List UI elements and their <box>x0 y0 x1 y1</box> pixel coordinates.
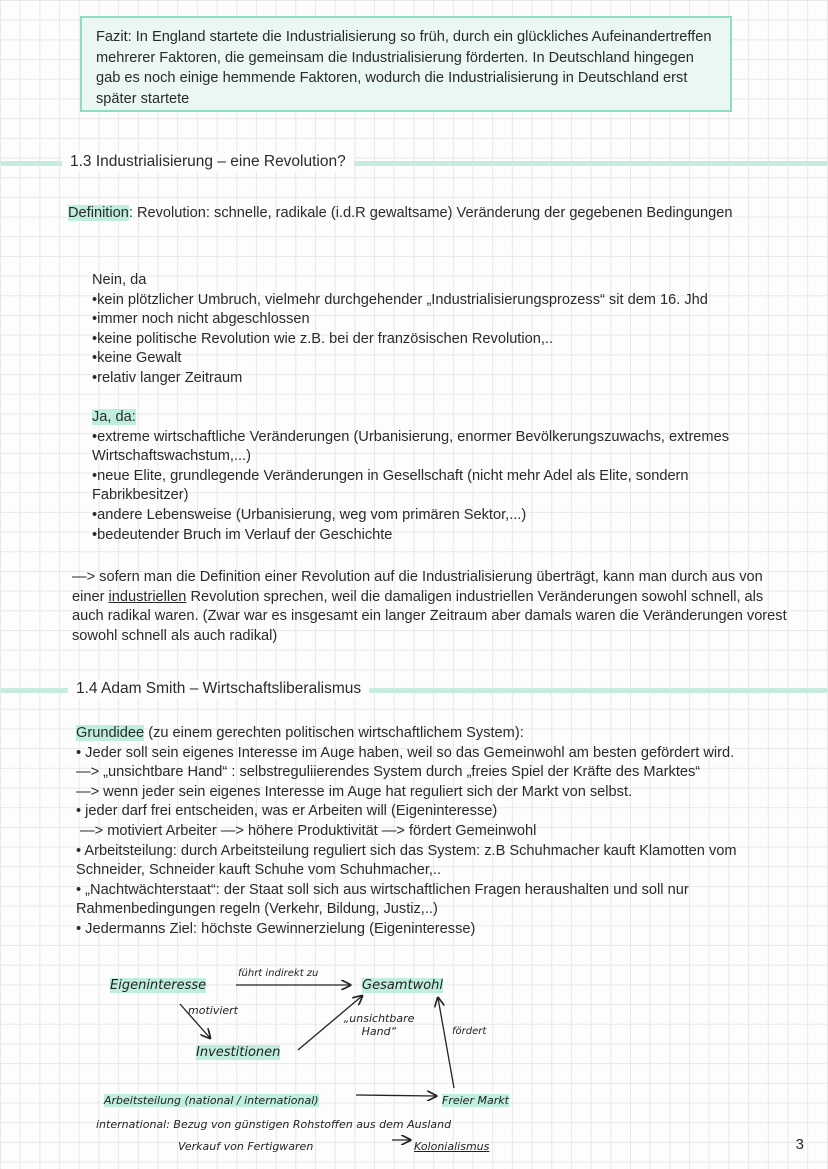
grundidee-label: Grundidee <box>76 725 145 741</box>
text-line: • Jeder soll sein eigenes Interesse im Auge haben, weil so das Gemeinwohl am besten gefördert wird. <box>76 744 735 761</box>
grundidee-block <box>76 724 776 940</box>
heading-1-3: 1.3 Industrialisierung – eine Revolution? <box>62 153 354 171</box>
diagram-unsichtbare-hand: „unsichtbare Hand“ <box>343 1012 415 1038</box>
diagram-gesamtwohl: Gesamtwohl <box>362 978 444 993</box>
diagram-motiviert: motiviert <box>188 1004 238 1017</box>
diagram-freier-markt: Freier Markt <box>442 1094 509 1107</box>
diagram-investitionen: Investitionen <box>196 1045 281 1060</box>
conclusion-post: Revolution sprechen, weil die damaligen industriellen Veränderungen sowohl schnell, als auch radikal waren. (Zwar war es insgesamt ein langer Zeitraum aber damals waren die Veränderungen vorest sowohl schnell als auch radikal) <box>72 588 787 644</box>
diagram-eigeninteresse: Eigeninteresse <box>110 978 207 993</box>
grundidee-text: (zu einem gerechten politischen wirtschaftlichem System): <box>144 725 524 741</box>
conclusion-pre: —> sofern man die Definition einer Revolution auf die Industrialisierung überträgt, kann man durch aus von einer <box>72 569 763 605</box>
text-line: —> motiviert Arbeiter —> höhere Produktivität —> fördert Gemeinwohl <box>76 822 537 839</box>
text-line: —> wenn jeder sein eigenes Interesse im Auge hat reguliert sich der Markt von selbst. <box>76 783 633 800</box>
text-line: • jeder darf frei entscheiden, was er Arbeiten will (Eigeninteresse) <box>76 803 498 820</box>
ja-block <box>92 408 752 545</box>
ja-heading: Ja, da: <box>92 409 136 425</box>
fazit-box <box>80 16 732 112</box>
diagram-international: international: Bezug von günstigen Rohstoffen aus dem Ausland <box>96 1118 452 1131</box>
list-item: • kein plötzlicher Umbruch, vielmehr durchgehender „Industrialisierungsprozess“ sit dem 16. Jhd <box>92 291 792 311</box>
diagram-fuehrt: führt indirekt zu <box>238 968 319 979</box>
diagram-arbeitsteilung: Arbeitsteilung (national / international) <box>104 1094 319 1107</box>
text-line: • Arbeitsteilung: durch Arbeitsteilung reguliert sich das System: z.B Schuhmacher kauft Klamotten vom Schneider, Schneider kauft Schuhe vom Schuhmacher,.. <box>76 842 737 879</box>
conclusion-underlined: industriellen <box>108 588 187 605</box>
nein-heading: Nein, da <box>92 272 147 288</box>
heading-1-4: 1.4 Adam Smith – Wirtschaftsliberalismus <box>68 680 369 698</box>
list-item: • bedeutender Bruch im Verlauf der Geschichte <box>92 526 752 546</box>
list-item: • andere Lebensweise (Urbanisierung, weg vom primären Sektor,...) <box>92 506 752 526</box>
conclusion <box>72 568 796 646</box>
definition-text: : Revolution: schnelle, radikale (i.d.R gewaltsame) Veränderung der gegebenen Bedingungen <box>128 205 733 221</box>
diagram-foerdert: fördert <box>452 1026 487 1037</box>
list-item: • neue Elite, grundlegende Veränderungen in Gesellschaft (nicht mehr Adel als Elite, sondern Fabrikbesitzer) <box>92 467 752 506</box>
list-item: • relativ langer Zeitraum <box>92 369 792 389</box>
arrow-markt-gesamt <box>438 998 454 1088</box>
nein-block <box>92 271 792 389</box>
arrow-arbeit-markt <box>356 1095 436 1096</box>
text-line: • Jedermanns Ziel: höchste Gewinnerzielung (Eigeninteresse) <box>76 920 476 937</box>
definition <box>68 204 758 224</box>
list-item: • keine politische Revolution wie z.B. bei der französischen Revolution,.. <box>92 330 792 350</box>
list-item: • extreme wirtschaftliche Veränderungen (Urbanisierung, enormer Bevölkerungszuwachs, extremes Wirtschaftswachstum,...) <box>92 428 752 467</box>
list-item: • immer noch nicht abgeschlossen <box>92 310 792 330</box>
text-line: —> „unsichtbare Hand“ : selbstreguliierendes System durch „freies Spiel der Kräfte des Marktes“ <box>76 764 701 781</box>
list-item: • keine Gewalt <box>92 349 792 369</box>
diagram-kolonialismus: Kolonialismus <box>414 1140 490 1153</box>
page-number: 3 <box>795 1136 804 1153</box>
text-line: • „Nachtwächterstaat“: der Staat soll sich aus wirtschaftlichen Fragen heraushalten und soll nur Rahmenbedingungen regeln (Verkehr, Bildung, Justiz,..) <box>76 881 689 918</box>
diagram-verkauf: Verkauf von Fertigwaren <box>178 1140 314 1153</box>
definition-label: Definition <box>68 205 129 221</box>
fazit-text: Fazit: In England startete die Industrialisierung so früh, durch ein glückliches Aufeinandertreffen mehrerer Faktoren, die gemeinsam die Industrialisierung förderten. In Deutschland hingegen gab es noch einige hemmende Faktoren, wodurch die Industrialisierung in Deutschland erst später startete <box>96 29 712 107</box>
